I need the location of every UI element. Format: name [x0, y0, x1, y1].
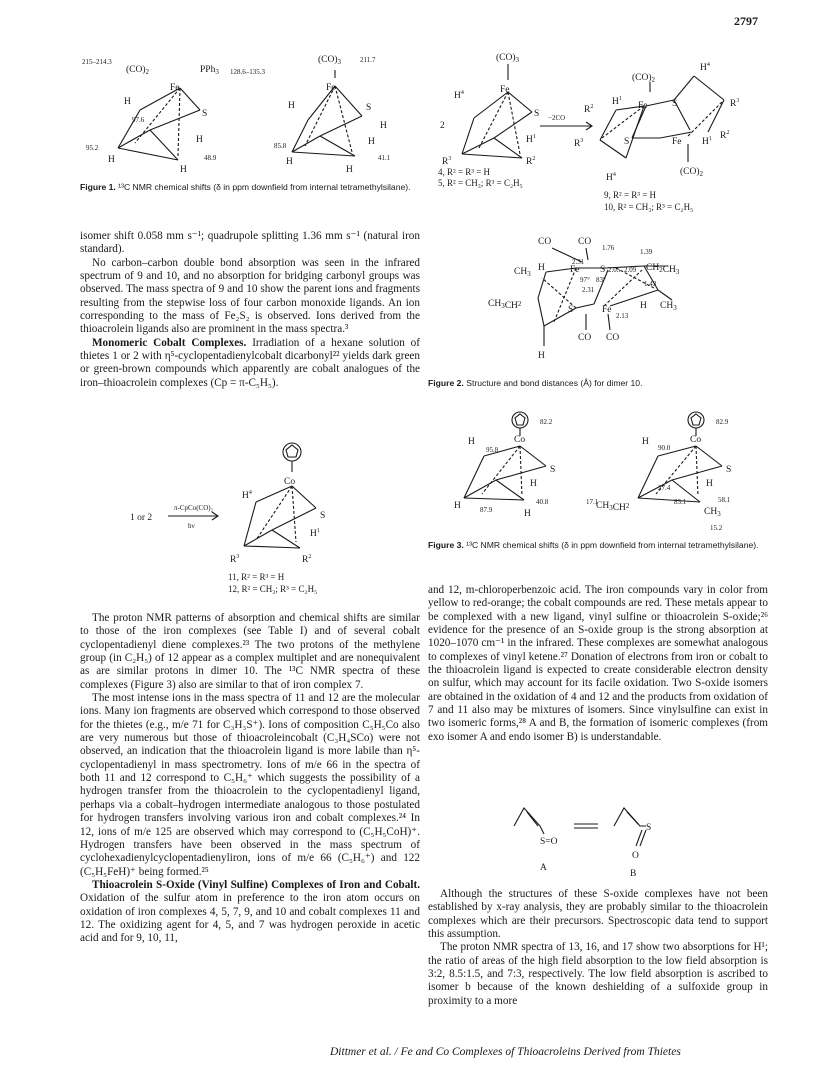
svg-text:S: S	[568, 305, 574, 315]
paragraph: Thioacrolein S-Oxide (Vinyl Sulfine) Complexes of Iron and Cobalt. Oxidation of the sulfur atom in preference to the iron atom occurs on oxidation of iron complexes 4, 5, 7, 9, and 10 and cobalt complexes 11 and 12. The oxidizing agent for 4, 5, and 7 was hydrogen peroxide in acetic acid and for 9, 10, 11,	[80, 878, 420, 945]
svg-text:Fe: Fe	[638, 101, 648, 111]
svg-text:Fe: Fe	[500, 85, 510, 95]
svg-text:Fe: Fe	[170, 83, 180, 93]
svg-text:CH3: $CH_3$	[514, 267, 531, 278]
svg-text:Fe: Fe	[570, 265, 580, 275]
right-column-top	[428, 584, 768, 744]
svg-text:Fe: Fe	[326, 83, 336, 93]
svg-text:CO: CO	[606, 333, 620, 343]
svg-text:R2: $R^2$	[526, 156, 536, 167]
svg-text:R3: $R^3$	[442, 156, 452, 167]
figure3-caption: Figure 3. ¹³C NMR chemical shifts (δ in ppm downfield from internal tetramethylsilane).	[428, 540, 759, 550]
svg-text:S: S	[366, 103, 372, 113]
paragraph: No carbon–carbon double bond absorption was seen in the infrared spectrum of 9 and 10, and no absorption for bridging carbonyl groups was observed. The mass spectra of 9 and 10 show the parent ions and fragments resulting from the stepwise loss of four carbon monoxide ligands. An ion corresponding to the mass of Fe₂S₂ is observed. Ions derived from the thioacrolein ligands also are prominent in the mass spectra.³	[80, 256, 420, 336]
product-label: 10, R² = CH₃; R³ = C₂H₅	[604, 202, 694, 212]
product-label: 11, R² = R³ = H	[228, 572, 285, 582]
paragraph: The proton NMR patterns of absorption and chemical shifts are similar to those of the iron complexes (see Table I) and of several cobalt cyclopentadienyl diene complexes.²³ The two protons of the methylene group (in C₂H₅) of 12 appear as a complex multiplet and are nonequivalent as are similar protons in dimer 10. The ¹³C NMR spectra of these complexes (Figure 3) also are similar to that of iron complex 7.	[80, 612, 420, 691]
bond-angle: 83°	[596, 276, 606, 284]
bond-distance: 2.13	[616, 312, 629, 320]
shift-label: 27.4	[658, 484, 671, 492]
product-label: 12, R² = CH₃; R³ = C₂H₅	[228, 584, 318, 594]
svg-text:R3: $R^3$	[230, 554, 240, 565]
svg-text:S=O: S=O	[540, 837, 558, 847]
svg-text:H: H	[706, 479, 713, 489]
condition-label: hν	[188, 522, 195, 530]
shift-label: 40.8	[536, 498, 549, 506]
product-label: 9, R² = R³ = H	[604, 190, 657, 200]
svg-text:H: H	[454, 501, 461, 511]
svg-text:S: S	[202, 109, 208, 119]
svg-text:(CO)2: $(CO)_2$	[680, 167, 704, 178]
paragraph: Monomeric Cobalt Complexes. Irradiation of a hexane solution of thietes 1 or 2 with η⁵-cyclopentadienylcobalt dicarbonyl²² yields dark green or green-brown compounds which apparently are cobalt analogues of the iron–thioacrolein complexes (Cp = π-C₅H₅).	[80, 336, 420, 389]
shift-label: 41.1	[378, 154, 391, 162]
svg-text:H: H	[288, 101, 295, 111]
svg-text:H: H	[538, 351, 545, 361]
shift-label: 95.8	[486, 446, 499, 454]
figure2-structure	[484, 226, 744, 368]
svg-text:S: S	[600, 265, 606, 275]
svg-text:S: S	[672, 99, 678, 109]
svg-text:(CO)3: $(CO)_3$	[318, 55, 342, 66]
svg-text:S: S	[624, 137, 630, 147]
cobalt-scheme	[120, 438, 400, 596]
shift-label: 58.1	[718, 496, 731, 504]
shift-label: 48.9	[204, 154, 217, 162]
svg-text:CO: CO	[578, 237, 592, 247]
svg-text:H: H	[124, 97, 131, 107]
bond-distance: 1.39	[640, 248, 653, 256]
bond-distance: 2.31	[572, 258, 585, 266]
svg-text:Co: Co	[690, 435, 702, 445]
reactants-label: 1 or 2	[130, 513, 153, 523]
reagent-label: π-CpCo(CO)₂	[174, 504, 214, 512]
sulfine-isomers	[500, 800, 700, 880]
svg-text:H: H	[538, 263, 545, 273]
shift-label: 128.6–135.3	[230, 68, 265, 76]
svg-text:Co: Co	[284, 477, 296, 487]
bond-distance: 1.43	[644, 280, 657, 288]
svg-text:H4: $H^4$	[700, 62, 710, 73]
shift-label: 85.8	[274, 142, 287, 150]
shift-label: 17.1	[586, 498, 599, 506]
shift-label: 95.2	[86, 144, 99, 152]
svg-text:Fe: Fe	[672, 137, 682, 147]
svg-text:R3: $R^3$	[574, 138, 584, 149]
svg-text:R2: $R^2$	[720, 130, 730, 141]
bond-angle: 97°	[580, 276, 590, 284]
bond-distance: 2.09	[624, 266, 637, 274]
bond-distance: 2.31	[582, 286, 595, 294]
svg-text:H4: $H^4$	[242, 490, 252, 501]
bond-distance: 2.05	[608, 266, 621, 274]
svg-text:H1: $H^1$	[612, 96, 622, 107]
svg-text:H: H	[368, 137, 375, 147]
right-column-bottom	[428, 888, 768, 1008]
svg-text:S: S	[726, 465, 732, 475]
isomer-b-label: B	[630, 869, 637, 879]
section-heading: Monomeric Cobalt Complexes.	[92, 336, 247, 349]
paragraph: Although the structures of these S-oxide complexes have not been established by x-ray analysis, they are probably similar to the thioacrolein complexes which are their precursors. Spectroscopic data tend to support this assumption.	[428, 888, 768, 941]
svg-text:R3: $R^3$	[730, 98, 740, 109]
paragraph: The most intense ions in the mass spectra of 11 and 12 are the molecular ions. Many ion fragments are observed which correspond to those observed for the thietes (e.g., m/e 71 for C₃H₃S⁺). Ions of composition C₅H₅Co also are very numerous but those of thioacroleincobalt (C₃H₄SCo) were not observed, an indication that the thioacrolein ligand is more labile than η⁵-cyclopentadienyl in mass spectrometry. Ions of m/e 66 in the spectra of both 11 and 12 correspond to C₅H₆⁺ which suggests the possibility of a hydrogen transfer from the thioacrolein to the cyclopentadienyl ligand, perhaps via a cobalt–hydrogen intermediate analogous to those postulated for hydrogen transfers involving various iron and cobalt complexes.²⁴ In 12, ions of m/e 125 are observed which may correspond to (C₅H₅CoH)⁺. Hydrogen transfers have been observed in the mass spectrum of cyclohexadienylcyclopentadienyliron, ions of m/e 66 (C₅H₆⁺) and 122 (C₅H₅FeH)⁺ being formed.²⁵	[80, 692, 420, 878]
bond-distance: 1.76	[602, 244, 615, 252]
svg-text:H: H	[286, 157, 293, 167]
figure1-structures	[80, 48, 420, 176]
isomer-a-label: A	[540, 863, 547, 873]
svg-text:H4: $H^4$	[606, 172, 616, 183]
svg-text:O: O	[632, 851, 639, 861]
svg-text:CO: CO	[538, 237, 552, 247]
svg-text:CH3: $CH_3$	[704, 507, 721, 518]
svg-text:H: H	[642, 437, 649, 447]
shift-label: 82.2	[540, 418, 553, 426]
svg-text:2: 2	[440, 121, 445, 131]
svg-text:H: H	[380, 121, 387, 131]
scheme-top-structures	[434, 46, 764, 224]
shift-label: 87.9	[480, 506, 493, 514]
svg-text:S: S	[320, 511, 326, 521]
svg-text:H: H	[108, 155, 115, 165]
svg-text:Fe: Fe	[602, 305, 612, 315]
svg-text:S: S	[550, 465, 556, 475]
paragraph: The proton NMR spectra of 13, 16, and 17 show two absorptions for H¹; the ratio of areas of the high field absorption to the low field absorption is 3:2, 8.5:1.5, and 7:3, respectively. The low field absorption is ascribed to isomer b because of the known deshielding of a sulfoxide group in proximity to a more	[428, 941, 768, 1007]
left-column-bottom	[80, 612, 420, 946]
svg-text:H1: $H^1$	[526, 134, 536, 145]
svg-text:CO: CO	[578, 333, 592, 343]
svg-text:H4: $H^4$	[454, 90, 464, 101]
svg-text:S: S	[646, 823, 652, 833]
shift-label: 82.9	[716, 418, 729, 426]
svg-text:H1: $H^1$	[702, 136, 712, 147]
shift-label: 90.0	[658, 444, 671, 452]
svg-text:H1: $H^1$	[310, 528, 320, 539]
svg-text:S: S	[534, 109, 540, 119]
page-number: 2797	[734, 14, 758, 28]
reactant-label: 5, R² = CH₃; R³ = C₂H₅	[438, 178, 523, 188]
svg-text:(CO)2: $(CO)_2$	[632, 73, 656, 84]
svg-text:CH3CH2: $CH_3CH^2$	[596, 501, 630, 513]
svg-text:(CO)2: $(CO)_2$	[126, 65, 150, 76]
figure2-caption: Figure 2. Structure and bond distances (Å) for dimer 10.	[428, 378, 643, 388]
svg-text:CH3: $CH_3$	[660, 301, 677, 312]
arrow-label: −2CO	[548, 114, 566, 122]
svg-text:H: H	[640, 301, 647, 311]
svg-text:H: H	[530, 479, 537, 489]
figure3-structures	[428, 408, 768, 536]
reactant-label: 4, R² = R³ = H	[438, 167, 491, 177]
shift-label: 15.2	[710, 524, 723, 532]
svg-text:(CO)3: $(CO)_3$	[496, 53, 520, 64]
paragraph: and 12, m-chloroperbenzoic acid. The iron compounds vary in color from yellow to red-orange; the cobalt compounds are red. These metals appear to be complexed with a new ligand, vinyl sulfine or thioacrolein S-oxide;²⁶ evidence for the presence of an S-oxide group is the strong absorption at 1020–1070 cm⁻¹ in the infrared. These complexes are somewhat analogous to complexes of vinyl ketene.²⁷ Donation of electrons from iron or cobalt to the thioacrolein ligand is expected to create considerable electron density on sulfur, which may account for its facile oxidation. Two S-oxide isomers are obtained in the oxidation of 4 and 12 and the products from oxidation of 7 and 11 also may be mixtures of isomers. Since vinylsulfine can exist in two isomeric forms,²⁸ A and B, the formation of isomeric complexes (from exo isomer A and endo isomer B) is understandable.	[428, 584, 768, 743]
running-footer: Dittmer et al. / Fe and Co Complexes of Thioacroleins Derived from Thietes	[330, 1046, 681, 1058]
svg-text:H: H	[468, 437, 475, 447]
left-column-top	[80, 230, 420, 390]
shift-label: 215–214.3	[82, 58, 112, 66]
figure1-caption: Figure 1. ¹³C NMR chemical shifts (δ in ppm downfield from internal tetramethylsilane).	[80, 182, 411, 192]
svg-text:R2: $R^2$	[302, 554, 312, 565]
svg-text:H: H	[524, 509, 531, 519]
section-heading: Thioacrolein S-Oxide (Vinyl Sulfine) Complexes of Iron and Cobalt.	[92, 878, 420, 891]
shift-label: 97.6	[132, 116, 145, 124]
svg-text:H: H	[180, 165, 187, 175]
svg-text:H: H	[196, 135, 203, 145]
svg-text:PPh3: PPh$_3$	[200, 65, 219, 76]
svg-text:CH3CH2: $CH_3CH^2$	[488, 299, 522, 311]
svg-text:Co: Co	[514, 435, 526, 445]
shift-label: 211.7	[360, 56, 376, 64]
paragraph: isomer shift 0.058 mm s⁻¹; quadrupole splitting 1.36 mm s⁻¹ (natural iron standard).	[80, 230, 420, 256]
shift-label: 83.1	[674, 498, 687, 506]
svg-text:H: H	[346, 165, 353, 175]
svg-text:CH2CH3: $CH_2CH_3$	[646, 263, 680, 276]
svg-text:R2: $R^2$	[584, 104, 594, 115]
